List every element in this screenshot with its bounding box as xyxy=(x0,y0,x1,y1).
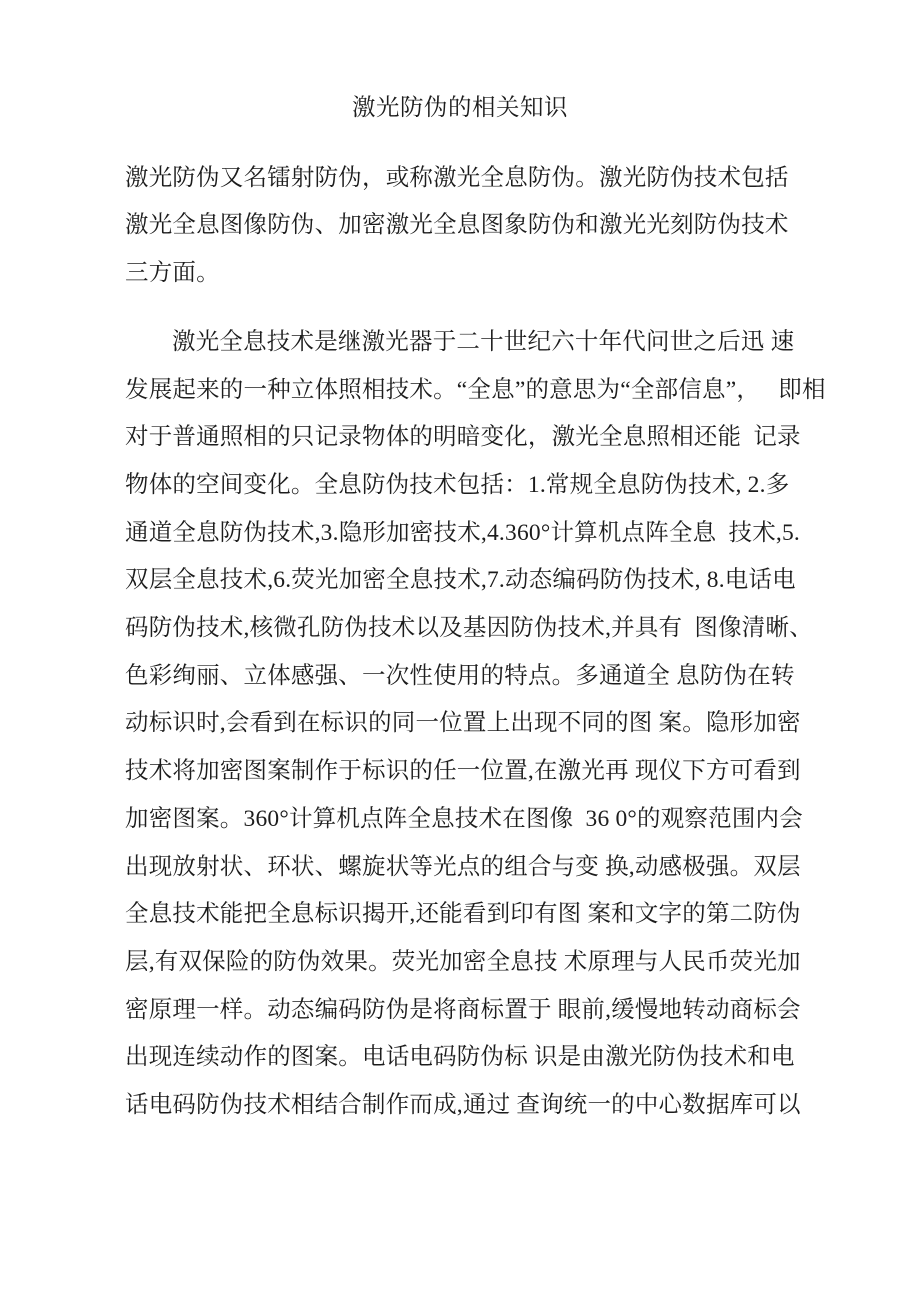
text-line: 话电码防伪技术相结合制作而成,通过 查询统一的中心数据库可以 xyxy=(125,1092,801,1119)
paragraph-body xyxy=(125,319,826,1130)
text-line: 物体的空间变化。全息防伪技术包括：1.常规全息防伪技术, 2.多 xyxy=(125,471,790,498)
text-line: 激光全息技术是继激光器于二十世纪六十年代问世之后迅 速 xyxy=(172,328,795,355)
text-line: 发展起来的一种立体照相技术。“全息”的意思为“全部信息”， 即相 xyxy=(125,376,826,403)
text-line: 出现放射状、环状、螺旋状等光点的组合与变 换,动感极强。双层 xyxy=(125,853,801,880)
text-line: 双层全息技术,6.荧光加密全息技术,7.动态编码防伪技术, 8.电话电 xyxy=(125,567,796,594)
text-line: 动标识时,会看到在标识的同一位置上出现不同的图 案。隐形加密 xyxy=(125,710,801,737)
text-line: 通道全息防伪技术,3.隐形加密技术,4.360°计算机点阵全息 技术,5. xyxy=(125,519,800,546)
text-line: 加密图案。360°计算机点阵全息技术在图像 36 0°的观察范围内会 xyxy=(125,805,803,832)
text-line: 密原理一样。动态编码防伪是将商标置于 眼前,缓慢地转动商标会 xyxy=(125,996,801,1023)
text-line: 对于普通照相的只记录物体的明暗变化，激光全息照相还能 记录 xyxy=(125,424,801,451)
text-line: 出现连续动作的图案。电话电码防伪标 识是由激光防伪技术和电 xyxy=(125,1044,795,1071)
text-line: 激光防伪又名镭射防伪，或称激光全息防伪。激光防伪技术包括 xyxy=(125,164,789,191)
text-line: 全息技术能把全息标识揭开,还能看到印有图 案和文字的第二防伪 xyxy=(125,901,801,928)
text-line: 技术将加密图案制作于标识的任一位置,在激光再 现仪下方可看到 xyxy=(125,758,801,785)
text-line: 码防伪技术,核微孔防伪技术以及基因防伪技术,并具有 图像清晰、 xyxy=(125,615,813,642)
paragraph-intro xyxy=(125,155,802,298)
text-line: 层,有双保险的防伪效果。荧光加密全息技 术原理与人民币荧光加 xyxy=(125,948,801,975)
document-title: 激光防伪的相关知识 xyxy=(352,95,568,121)
text-line: 激光全息图像防伪、加密激光全息图象防伪和激光光刻防伪技术 xyxy=(125,212,789,239)
text-line: 色彩绚丽、立体感强、一次性使用的特点。多通道全 息防伪在转 xyxy=(125,662,795,689)
text-line: 三方面。 xyxy=(125,260,220,287)
